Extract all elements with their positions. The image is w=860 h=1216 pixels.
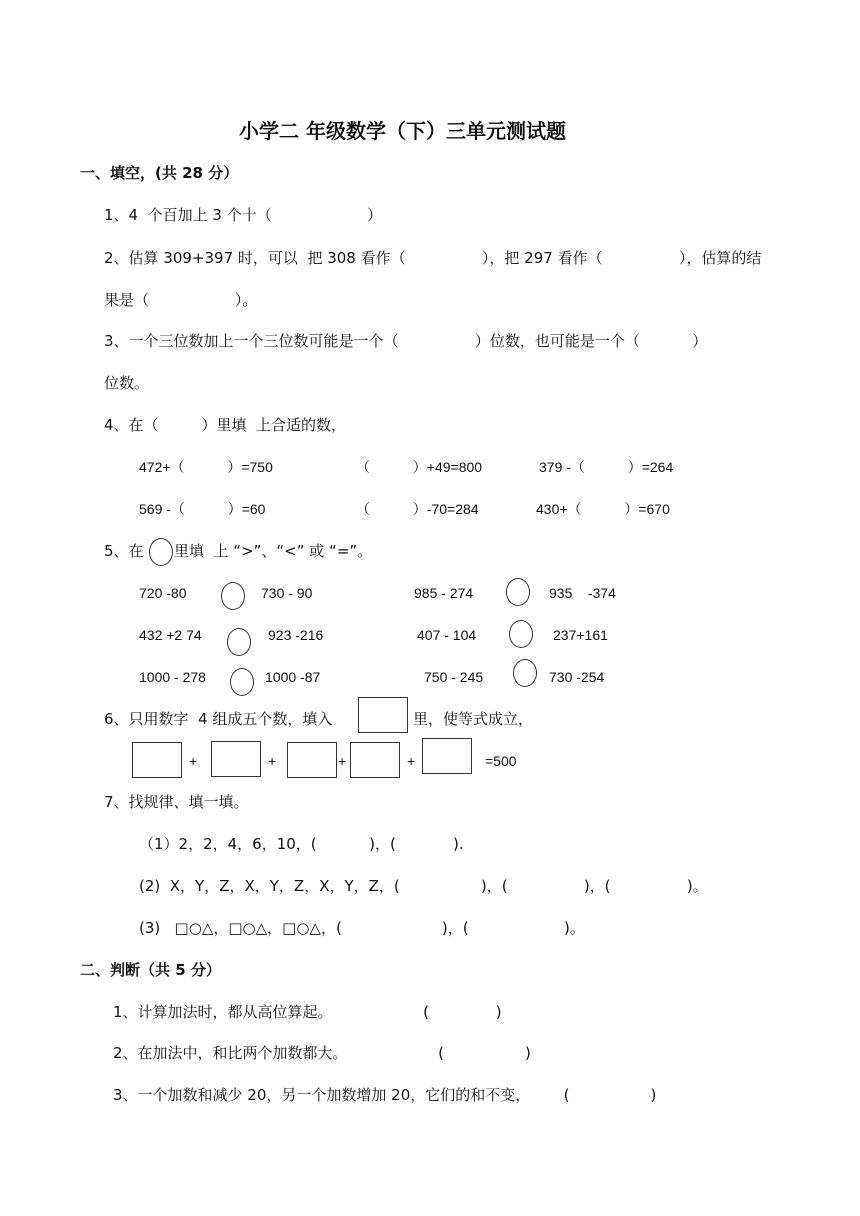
question-4-equation: 379 -（ ）=264	[539, 459, 674, 475]
question-3-line-2: 位数。	[104, 374, 150, 392]
comparison-expression: 730 -254	[549, 669, 605, 685]
question-4-intro: 4、在（ ）里填 上合适的数，	[104, 416, 346, 434]
section-2-score: 5	[175, 961, 186, 979]
comparison-expression: 237+161	[553, 627, 608, 643]
comparison-expression: 923 -216	[268, 627, 324, 643]
section-1-heading	[80, 163, 238, 183]
comparison-expression: 432 +2 74	[139, 627, 202, 643]
plus-sign: +	[189, 753, 198, 769]
question-7-intro: 7、找规律、填一填。	[104, 793, 249, 811]
answer-box[interactable]	[211, 741, 261, 777]
comparison-expression: 407 - 104	[417, 627, 477, 643]
question-5-intro-suffix: 里填 上 “>”、“<” 或 “=”。	[174, 542, 373, 560]
page-title: 小学二 年级数学（下）三单元测试题	[239, 119, 566, 143]
comparison-circle[interactable]	[513, 659, 537, 687]
comparison-circle[interactable]	[230, 668, 254, 696]
equation-result: =500	[485, 753, 517, 769]
comparison-expression: 985 - 274	[414, 585, 474, 601]
question-6-intro-suffix: 里，使等式成立，	[413, 710, 534, 728]
question-2-line-1: 2、估算 309+397 时，可以 把 308 看作（ ），把 297 看作（ ），估算的结	[104, 249, 762, 267]
pattern-item-3: (3) □○△，□○△，□○△，( )，( )。	[139, 919, 585, 937]
comparison-circle[interactable]	[227, 628, 251, 656]
question-3-line-1: 3、一个三位数加上一个三位数可能是一个（ ）位数，也可能是一个（ ）	[104, 332, 708, 350]
judgement-item-2: 2、在加法中，和比两个加数都大。 ( )	[113, 1044, 531, 1062]
comparison-expression: 935 -374	[549, 585, 616, 601]
section-1-heading-label: 一、填空，(共	[80, 164, 183, 182]
answer-box[interactable]	[422, 738, 472, 774]
section-1-score: 28	[182, 164, 203, 182]
judgement-item-1: 1、计算加法时，都从高位算起。 ( )	[113, 1003, 502, 1021]
comparison-circle[interactable]	[506, 578, 530, 606]
question-2-line-2: 果是（ ）。	[104, 291, 258, 309]
plus-sign: +	[338, 753, 347, 769]
comparison-circle[interactable]	[221, 582, 245, 610]
question-4-equation: 430+（ ）=670	[536, 501, 670, 517]
answer-box[interactable]	[132, 742, 182, 778]
section-2-heading-label: 二、判断（共	[80, 961, 176, 979]
question-1: 1、4 个百加上 3 个十（ ）	[104, 206, 383, 224]
question-4-equation: 569 -（ ）=60	[139, 501, 266, 517]
comparison-expression: 730 - 90	[261, 585, 313, 601]
judgement-item-3: 3、一个加数和减少 20，另一个加数增加 20，它们的和不变， ( )	[113, 1086, 657, 1104]
section-2-heading	[80, 960, 221, 980]
question-4-equation: （ ）-70=284	[356, 501, 479, 517]
comparison-circle[interactable]	[509, 620, 533, 648]
comparison-expression: 750 - 245	[424, 669, 484, 685]
answer-box[interactable]	[350, 742, 400, 778]
section-2-heading-suffix: 分）	[185, 961, 221, 979]
question-4-equation: （ ）+49=800	[356, 459, 483, 475]
question-4-equation: 472+（ ）=750	[139, 459, 273, 475]
question-6-intro-prefix: 6、只用数字 4 组成五个数，填入	[104, 710, 333, 728]
pattern-item-1: （1）2，2，4，6，10，( )，( ).	[139, 835, 464, 853]
section-1-heading-suffix: 分）	[202, 164, 239, 182]
comparison-expression: 1000 - 278	[139, 669, 206, 685]
question-5-intro-prefix: 5、在	[104, 542, 144, 560]
plus-sign: +	[407, 753, 416, 769]
plus-sign: +	[268, 753, 277, 769]
comparison-circle[interactable]	[149, 538, 173, 566]
answer-box[interactable]	[287, 742, 337, 778]
answer-box[interactable]	[358, 697, 408, 733]
comparison-expression: 720 -80	[139, 585, 187, 601]
pattern-item-2: (2) X，Y，Z，X，Y，Z，X，Y，Z，( )，( )，( )。	[139, 877, 708, 895]
comparison-expression: 1000 -87	[265, 669, 321, 685]
